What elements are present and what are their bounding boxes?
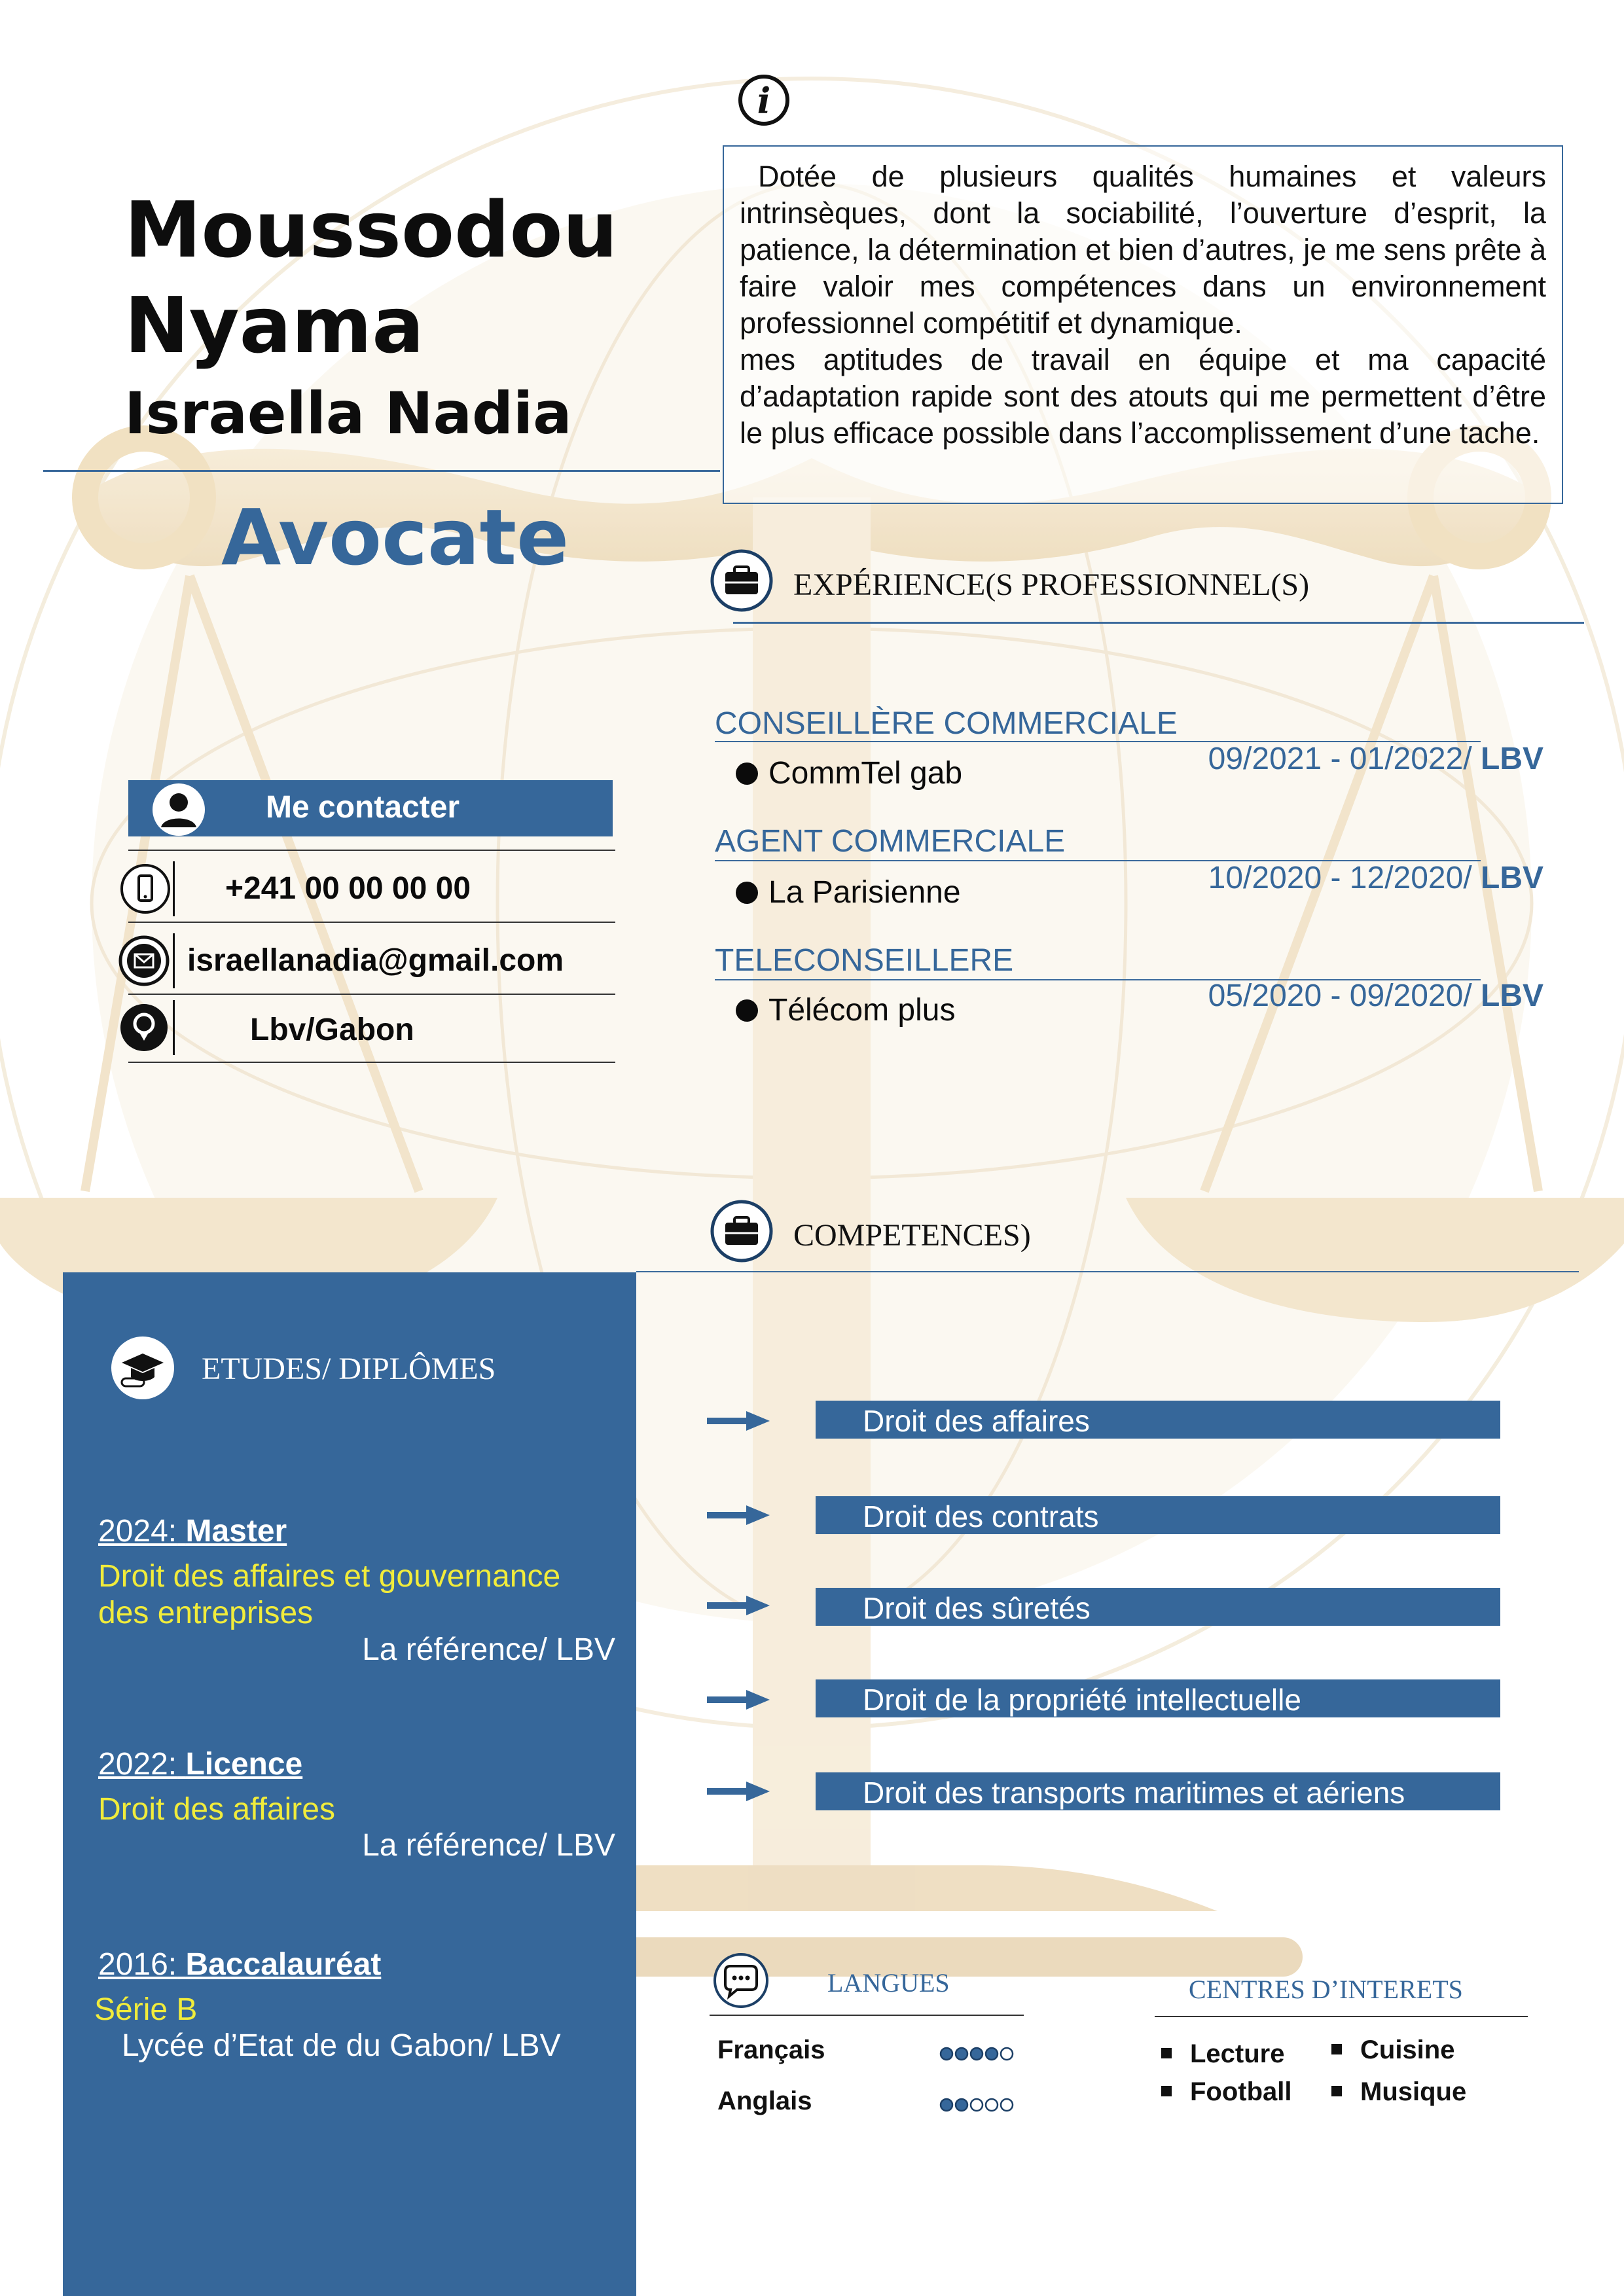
skill-item: Droit des sûretés <box>816 1588 1500 1626</box>
level-dot <box>1001 2048 1013 2060</box>
education-school: La référence/ LBV <box>362 1828 615 1863</box>
contact-divider <box>128 850 615 851</box>
experience-title: TELECONSEILLERE <box>715 943 1014 978</box>
experience-title: CONSEILLÈRE COMMERCIALE <box>715 706 1178 741</box>
experience-company: Télécom plus <box>736 992 955 1028</box>
education-item <box>94 1946 622 2064</box>
job-title: Avocate <box>221 492 569 583</box>
name-line-1: Moussodou <box>124 185 618 275</box>
level-dot <box>956 2048 967 2060</box>
skills-heading: COMPETENCES) <box>793 1218 1031 1253</box>
contact-divider <box>128 994 615 995</box>
experience-dates: 09/2021 - 01/2022/ LBV <box>1208 742 1543 776</box>
languages-rule <box>710 2015 1024 2016</box>
languages-heading: LANGUES <box>827 1968 950 1998</box>
level-dot <box>941 2099 952 2111</box>
level-dot <box>971 2048 983 2060</box>
education-item <box>98 1746 622 1863</box>
experience-heading: EXPÉRIENCE(S PROFESSIONNEL(S) <box>793 567 1310 602</box>
education-field: Droit des affaires <box>98 1792 335 1827</box>
level-dot <box>941 2048 952 2060</box>
level-dot <box>986 2048 998 2060</box>
arrow-icon <box>707 1411 770 1431</box>
level-dot <box>1001 2099 1013 2111</box>
profile-paragraph-2: mes aptitudes de travail en équipe et ma capacité d’adaptation rapide sont des atouts qui me permettent d’être le plus efficace possible dans l’accomplissement d’une tache. <box>740 343 1546 450</box>
header-divider <box>43 470 720 472</box>
svg-text:i: i <box>757 80 771 122</box>
user-icon <box>151 781 207 838</box>
interests-rule <box>1155 2016 1528 2017</box>
contact-divider <box>128 922 615 923</box>
skill-item: Droit des contrats <box>816 1496 1500 1534</box>
profile-box <box>723 145 1563 504</box>
skill-item: Droit de la propriété intellectuelle <box>816 1679 1500 1717</box>
contact-divider <box>128 1062 615 1063</box>
education-year-line: 2024: Master <box>98 1514 287 1549</box>
location-text: Lbv/Gabon <box>250 1013 414 1047</box>
name-line-3: Israella Nadia <box>124 380 572 447</box>
level-dot <box>971 2099 983 2111</box>
phone-separator <box>173 861 175 916</box>
arrow-icon <box>707 1782 770 1801</box>
interests-heading: CENTRES D’INTERETS <box>1189 1975 1463 2004</box>
phone-number[interactable]: +241 00 00 00 00 <box>225 871 471 906</box>
skill-item: Droit des transports maritimes et aériens <box>816 1772 1500 1810</box>
experience-heading-rule <box>733 622 1584 624</box>
language-name: Français <box>717 2036 825 2064</box>
education-school: La référence/ LBV <box>362 1632 615 1667</box>
experience-city: LBV <box>1481 742 1543 776</box>
contact-heading: Me contacter <box>266 790 460 825</box>
email-separator <box>173 933 175 988</box>
speech-bubble-icon <box>712 1952 770 2009</box>
graduation-cap-icon <box>110 1335 175 1401</box>
education-school: Lycée d’Etat de du Gabon/ LBV <box>122 2028 561 2063</box>
arrow-icon <box>707 1596 770 1615</box>
interest-item: Lecture <box>1161 2039 1285 2069</box>
language-level <box>939 2046 1017 2062</box>
level-dot <box>986 2099 998 2111</box>
education-field: Série B <box>94 1992 198 2027</box>
experience-company: CommTel gab <box>736 755 962 791</box>
briefcase-icon <box>710 1199 774 1263</box>
email-icon <box>118 935 170 987</box>
skills-heading-rule <box>636 1271 1579 1272</box>
education-item <box>98 1513 622 1668</box>
education-year-line: 2016: Baccalauréat <box>98 1947 382 1982</box>
experience-city: LBV <box>1481 861 1543 895</box>
experience-title: AGENT COMMERCIALE <box>715 824 1066 859</box>
name-line-2: Nyama <box>124 280 424 370</box>
education-field: Droit des affaires et gouvernance des entreprises <box>98 1559 561 1630</box>
arrow-icon <box>707 1505 770 1525</box>
location-separator <box>173 1000 175 1055</box>
skill-item: Droit des affaires <box>816 1401 1500 1439</box>
experience-dates: 05/2020 - 09/2020/ LBV <box>1208 978 1543 1013</box>
interest-item: Football <box>1161 2077 1292 2107</box>
briefcase-icon <box>710 548 774 613</box>
interest-item: Musique <box>1331 2077 1466 2107</box>
profile-paragraph-1: Dotée de plusieurs qualités humaines et valeurs intrinsèques, dont la sociabilité, l’ouverture d’esprit, la patience, la détermination et bien d’autres, je me sens prête à faire valoir mes compétences dans un environnement professionnel compétitif et dynamique. <box>740 160 1546 340</box>
phone-icon <box>119 863 171 915</box>
location-icon <box>118 1001 170 1054</box>
experience-dates: 10/2020 - 12/2020/ LBV <box>1208 861 1543 895</box>
arrow-icon <box>707 1690 770 1710</box>
info-icon <box>737 73 791 127</box>
experience-city: LBV <box>1481 978 1543 1013</box>
experience-company: La Parisienne <box>736 874 961 910</box>
interest-item: Cuisine <box>1331 2036 1454 2065</box>
level-dot <box>956 2099 967 2111</box>
email-address[interactable]: israellanadia@gmail.com <box>187 943 564 978</box>
education-year-line: 2022: Licence <box>98 1747 303 1782</box>
language-name: Anglais <box>717 2087 812 2115</box>
education-heading: ETUDES/ DIPLÔMES <box>202 1352 496 1386</box>
language-level <box>939 2097 1017 2113</box>
